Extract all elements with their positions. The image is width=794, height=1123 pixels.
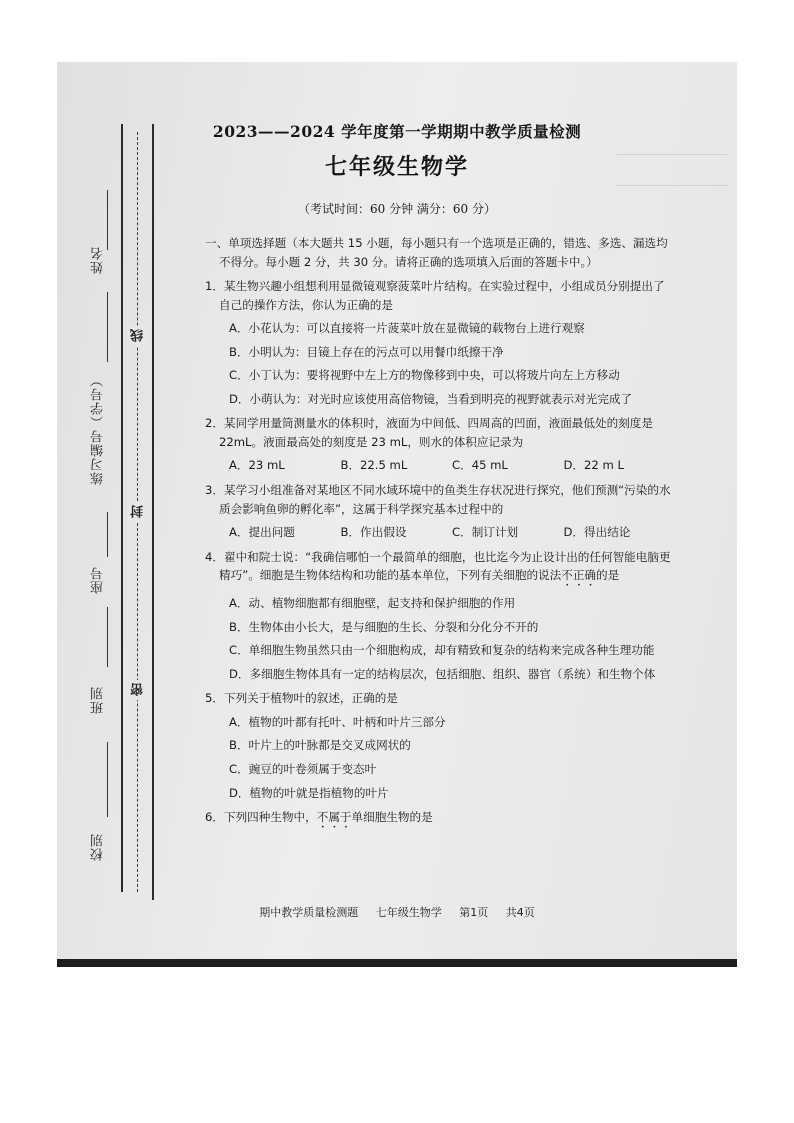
option-d: D．小萌认为：对光时应该使用高倍物镜，当看到明亮的视野就表示对光完成了 <box>229 391 633 406</box>
class-label: 班别 <box>91 686 106 714</box>
subject-title: 七年级生物学 <box>324 154 469 180</box>
option-b: B．小明认为：目镜上存在的污点可以用餐巾纸擦干净 <box>229 344 504 359</box>
student-number-label: 练习编号（学号） <box>91 373 106 486</box>
question-6 <box>205 808 675 831</box>
option-c: C．小丁认为：要将视野中左上方的物像移到中央，可以将玻片向左上方移动 <box>229 368 620 383</box>
stem-text: 6．下列四种生物中， <box>205 810 317 825</box>
option-b: B．22.5 mL <box>340 458 408 473</box>
exam-title: 2023——2024 学年度第一学期期中教学质量检测 <box>212 122 582 141</box>
question-stem <box>205 548 675 590</box>
question-5 <box>205 689 675 802</box>
option-d: D．22 m L <box>563 458 624 473</box>
name-blank <box>107 190 108 250</box>
option-a: A．动、植物细胞都有细胞壁，起支持和保护细胞的作用 <box>229 596 516 611</box>
option-d: D．得出结论 <box>563 525 631 540</box>
option-c: C．45 mL <box>452 458 508 473</box>
student-number-blank <box>107 292 108 362</box>
stem-text-end: 单细胞生物的是 <box>351 810 433 825</box>
option-row <box>205 523 675 542</box>
scanned-page <box>57 62 737 967</box>
question-3 <box>205 481 675 542</box>
stem-text: 4．翟中和院士说：“我确信哪怕一个最简单的细胞，也比迄今为止设计出的任何智能电脑更精巧”。细胞是生物体结构和功能的基本单位，下列有关细胞的说法 <box>205 549 671 583</box>
page-footer: 期中教学质量检测题 七年级生物学 第1页 共4页 <box>259 906 535 919</box>
option-d: D．多细胞生物体具有一定的结构层次，包括细胞、组织、器官（系统）和生物个体 <box>229 666 656 681</box>
option-a: A．提出问题 <box>229 525 295 540</box>
seat-label: 座号 <box>91 566 106 594</box>
margin-line-outer <box>121 124 123 892</box>
section-instruction: 一、单项选择题（本大题共 15 小题，每小题只有一个选项是正确的，错选、多选、漏选均不得分。每小题 2 分，共 30 分。请将正确的选项填入后面的答题卡中。） <box>205 236 668 269</box>
exam-info: （考试时间：60 分钟 满分：60 分） <box>298 202 496 216</box>
photo-bottom-edge <box>57 959 737 967</box>
question-1 <box>205 277 675 408</box>
question-stem: 2．某同学用量筒测量水的体积时，液面为中间低、四周高的凹面，液面最低处的刻度是 22mL。液面最高处的刻度是 23 mL，则水的体积应记录为 <box>205 416 653 449</box>
option-c: C．制订计划 <box>452 525 519 540</box>
option-c: C．豌豆的叶卷须属于变态叶 <box>229 762 377 777</box>
stem-text-end: 的是 <box>596 568 620 583</box>
name-label: 姓名 <box>91 246 106 274</box>
option-c: C．单细胞生物虽然只由一个细胞构成，却有精致和复杂的结构来完成各种生理功能 <box>229 643 655 658</box>
emphasis-text: 不属于 <box>316 810 352 825</box>
seal-char-seal: 封 <box>129 502 147 522</box>
question-stem: 3．某学习小组准备对某地区不同水域环境中的鱼类生存状况进行探究，他们预测“污染的水质会影响鱼卵的孵化率”，这属于科学探究基本过程中的 <box>205 483 671 516</box>
class-blank <box>107 607 108 667</box>
question-4 <box>205 548 675 684</box>
question-stem: 1．某生物兴趣小组想利用显微镜观察菠菜叶片结构。在实验过程中，小组成员分别提出了自己的操作方法，你认为正确的是 <box>205 279 665 312</box>
seat-blank <box>107 512 108 557</box>
margin-line-inner <box>152 124 154 900</box>
option-b: B．生物体由小长大，是与细胞的生长、分裂和分化分不开的 <box>229 619 539 634</box>
question-2 <box>205 414 675 475</box>
emphasis-text: 不正确 <box>561 568 597 583</box>
option-b: B．作出假设 <box>340 525 407 540</box>
seal-char-secret: 密 <box>129 680 147 700</box>
school-blank <box>107 742 108 817</box>
option-a: A．小花认为：可以直接将一片菠菜叶放在显微镜的载物台上进行观察 <box>229 321 585 336</box>
question-area <box>205 234 675 831</box>
school-label: 校别 <box>91 833 106 861</box>
question-stem <box>205 808 675 831</box>
option-b: B．叶片上的叶脉都是交叉成网状的 <box>229 738 411 753</box>
option-row <box>205 456 675 475</box>
question-stem: 5．下列关于植物叶的叙述，正确的是 <box>205 691 398 706</box>
option-a: A．植物的叶都有托叶、叶柄和叶片三部分 <box>229 714 446 729</box>
seal-char-line: 线 <box>129 326 147 346</box>
option-a: A．23 mL <box>229 458 285 473</box>
option-d: D．植物的叶就是指植物的叶片 <box>229 785 389 800</box>
